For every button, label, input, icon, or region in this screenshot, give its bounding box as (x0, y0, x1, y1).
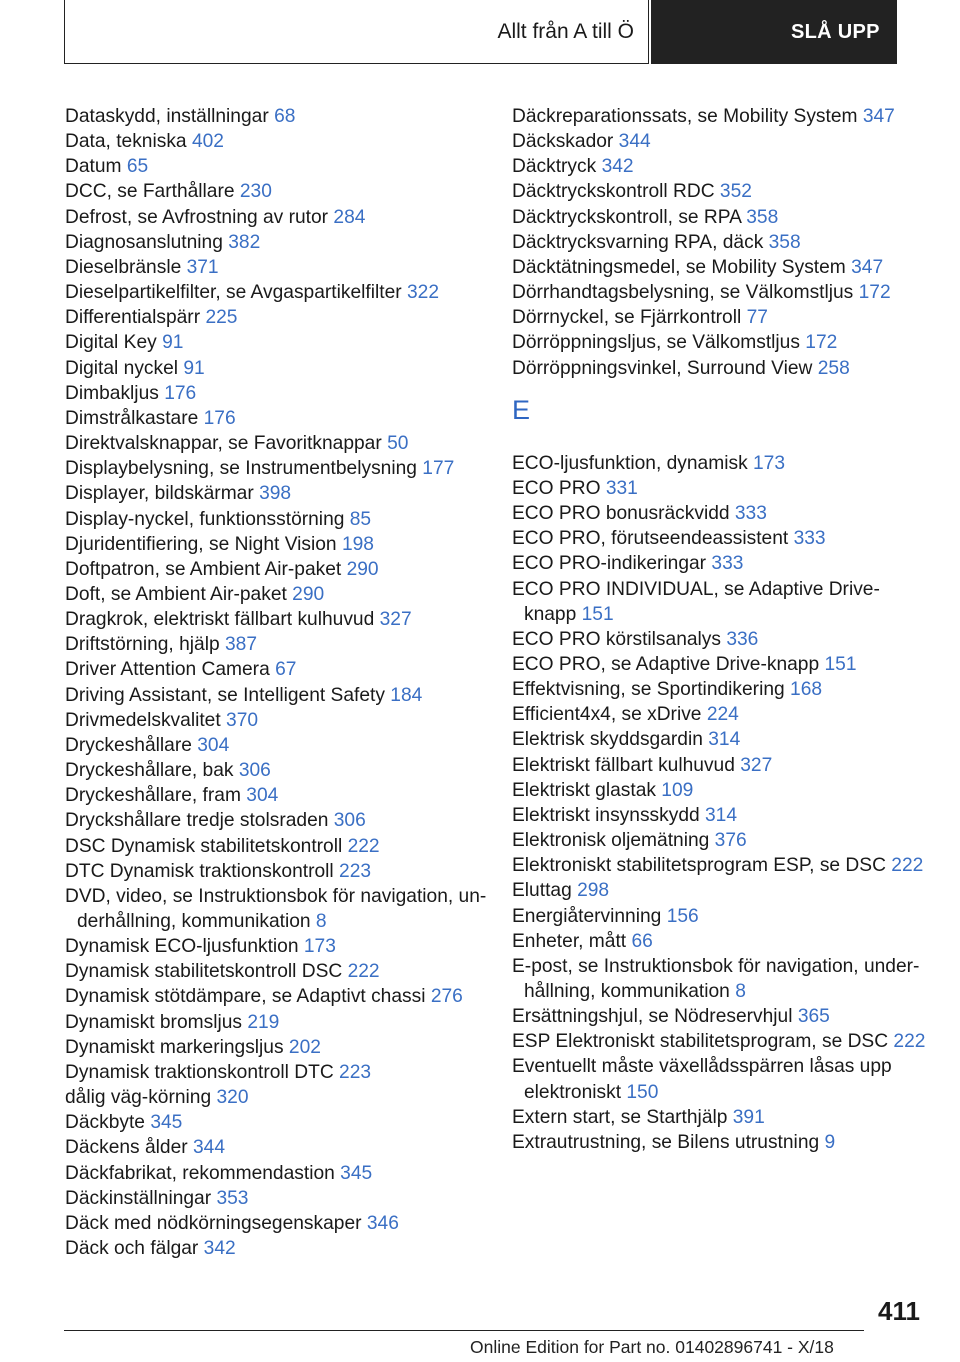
index-entry (65, 1186, 490, 1211)
entry-page-link[interactable]: 91 (183, 357, 205, 379)
entry-text: DSC Dynamisk stabilitetskontroll (65, 835, 343, 857)
entry-text: Dynamisk traktionskontroll DTC (65, 1061, 334, 1083)
entry-text: ESP Elektroniskt stabilitetsprogram, se DSC (512, 1031, 889, 1053)
entry-text: Dryckshållare tredje stolsraden (65, 810, 329, 832)
index-entry (65, 305, 490, 330)
index-entry (512, 451, 932, 476)
index-entry (512, 929, 932, 954)
entry-text: Däcktrycksvarning RPA, däck (512, 231, 764, 253)
section-e-entries (512, 451, 932, 1155)
index-entry (65, 230, 490, 255)
search-tab[interactable] (651, 0, 897, 64)
index-entry (65, 708, 490, 733)
index-entry (512, 526, 932, 551)
entry-text: DVD, video, se Instruktionsbok för navigation, underhållning, kommunikation (65, 885, 487, 932)
entry-text: Elektriskt fällbart kulhuvud (512, 754, 735, 776)
index-entry (512, 853, 932, 878)
entry-page-link[interactable]: 398 (259, 483, 292, 505)
index-entry (512, 727, 932, 752)
index-entry (65, 431, 490, 456)
index-entry (512, 476, 932, 501)
index-entry (65, 733, 490, 758)
entry-text: ECO PRO INDIVIDUAL, se Adaptive Drive-knapp (512, 578, 880, 625)
footer-edition: Online Edition for Part no. 01402896741 - X/18 (470, 1337, 834, 1357)
entry-page-link[interactable]: 290 (346, 558, 379, 580)
entry-text: Driving Assistant, se Intelligent Safety (65, 684, 385, 706)
entry-text: Digital nyckel (65, 357, 179, 379)
entry-text: Displaybelysning, se Instrumentbelysning (65, 458, 417, 480)
index-entry (65, 1135, 490, 1160)
index-entry (512, 828, 932, 853)
index-entry (512, 179, 932, 204)
index-entry (65, 1060, 490, 1085)
index-entry (65, 104, 490, 129)
entry-page-link[interactable]: 177 (422, 458, 455, 480)
entry-page-link[interactable]: 9 (824, 1131, 836, 1153)
index-entry (65, 959, 490, 984)
index-entry (65, 557, 490, 582)
entry-page-link[interactable]: 50 (387, 433, 409, 455)
entry-page-link[interactable]: 353 (216, 1187, 249, 1209)
index-entry (65, 330, 490, 355)
entry-page-link[interactable]: 258 (817, 357, 850, 379)
entry-page-link[interactable]: 172 (858, 282, 891, 304)
index-entry (512, 1130, 932, 1155)
entry-page-link[interactable]: 176 (203, 407, 236, 429)
index-entry (512, 702, 932, 727)
entry-text: ECO PRO-indikeringar (512, 553, 707, 575)
entry-text: Dynamisk stabilitetskontroll DSC (65, 961, 343, 983)
index-entry (65, 356, 490, 381)
index-entry (65, 1110, 490, 1135)
index-entry (512, 205, 932, 230)
entry-page-link[interactable]: 150 (626, 1081, 659, 1103)
entry-text: Djuridentifiering, se Night Vision (65, 533, 337, 555)
entry-text: Effektvisning, se Sportindikering (512, 679, 785, 701)
entry-page-link[interactable]: 345 (150, 1112, 183, 1134)
index-tab[interactable] (64, 0, 649, 64)
index-entry (512, 652, 932, 677)
index-entry (65, 934, 490, 959)
entry-page-link[interactable]: 333 (793, 528, 826, 550)
entry-page-link[interactable]: 85 (349, 508, 372, 530)
entry-page-link[interactable]: 65 (126, 156, 149, 178)
index-entry (65, 758, 490, 783)
left-column (65, 104, 490, 1261)
entry-page-link[interactable]: 336 (726, 628, 759, 650)
index-tab-label: Allt från A till Ö (497, 19, 634, 43)
entry-text: Elektriskt glastak (512, 779, 656, 801)
section-letter-e: E (512, 394, 531, 425)
index-entry (65, 582, 490, 607)
entry-text: Efficient4x4, se xDrive (512, 704, 702, 726)
index-entry (65, 632, 490, 657)
entry-text: Eluttag (512, 880, 572, 902)
section-d-entries (512, 104, 932, 381)
index-entry (512, 753, 932, 778)
entry-page-link[interactable]: 344 (193, 1137, 226, 1159)
entry-page-link[interactable]: 347 (862, 106, 895, 127)
entry-page-link[interactable]: 290 (292, 583, 325, 605)
entry-page-link[interactable]: 387 (224, 634, 257, 656)
entry-text: Enheter, mått (512, 930, 627, 952)
entry-text: Däckreparationssats, se Mobility System (512, 106, 858, 127)
index-entry (65, 657, 490, 682)
entry-text: Däckinställningar (65, 1187, 212, 1209)
entry-page-link[interactable]: 284 (333, 206, 366, 228)
index-entry (65, 984, 490, 1009)
top-navigation (0, 0, 960, 66)
entry-page-link[interactable]: 176 (164, 382, 197, 404)
entry-text: Dataskydd, inställningar (65, 106, 269, 127)
index-entry (65, 607, 490, 632)
entry-text: Dryckeshållare (65, 734, 192, 756)
entry-page-link[interactable]: 345 (340, 1162, 373, 1184)
entry-text: Energiåtervinning (512, 905, 662, 927)
entry-text: dålig väg-körning (65, 1087, 212, 1109)
entry-page-link[interactable]: 304 (197, 734, 230, 756)
page-number: 411 (878, 1296, 920, 1326)
index-entry (65, 406, 490, 431)
entry-text: DTC Dynamisk traktionskontroll (65, 860, 334, 882)
entry-page-link[interactable]: 173 (753, 452, 786, 474)
entry-page-link[interactable]: 230 (239, 181, 272, 203)
entry-text: Extrautrustning, se Bilens utrustning (512, 1131, 820, 1153)
entry-page-link[interactable]: 223 (339, 1061, 372, 1083)
entry-page-link[interactable]: 327 (379, 609, 412, 631)
index-entry (65, 280, 490, 305)
entry-page-link[interactable]: 358 (768, 231, 801, 253)
entry-page-link[interactable]: 333 (734, 503, 767, 525)
entry-text: Däckskador (512, 131, 614, 153)
index-entry (512, 330, 932, 355)
entry-text: ECO PRO, förutseendeassistent (512, 528, 789, 550)
entry-text: Dynamisk ECO-ljusfunktion (65, 936, 299, 958)
entry-text: Däck och fälgar (65, 1238, 199, 1260)
entry-text: Differentialspärr (65, 307, 201, 329)
entry-page-link[interactable]: 109 (661, 779, 694, 801)
index-entry (512, 577, 932, 627)
entry-page-link[interactable]: 306 (333, 810, 366, 832)
entry-text: DCC, se Farthållare (65, 181, 235, 203)
entry-page-link[interactable]: 222 (893, 1031, 926, 1053)
index-entry (65, 154, 490, 179)
index-entry (512, 1029, 932, 1054)
index-entry (65, 859, 490, 884)
index-entry (65, 129, 490, 154)
entry-page-link[interactable]: 342 (203, 1238, 236, 1260)
entry-page-link[interactable]: 314 (708, 729, 741, 751)
entry-text: Elektroniskt stabilitetsprogram ESP, se DSC (512, 855, 886, 877)
entry-page-link[interactable]: 8 (315, 911, 327, 932)
index-entry (512, 778, 932, 803)
entry-page-link[interactable]: 304 (246, 785, 279, 807)
entry-text: Dynamiskt markeringsljus (65, 1036, 284, 1058)
entry-text: Däckens ålder (65, 1137, 188, 1159)
entry-page-link[interactable]: 314 (705, 804, 738, 826)
entry-page-link[interactable]: 68 (274, 106, 296, 127)
entry-page-link[interactable]: 306 (238, 760, 271, 782)
entry-page-link[interactable]: 320 (216, 1087, 249, 1109)
entry-text: ECO PRO (512, 477, 601, 499)
entry-page-link[interactable]: 198 (341, 533, 374, 555)
entry-page-link[interactable]: 352 (719, 181, 752, 203)
entry-text: Data, tekniska (65, 131, 187, 153)
entry-page-link[interactable]: 173 (303, 936, 336, 958)
entry-text: Driver Attention Camera (65, 659, 270, 681)
index-entry (512, 551, 932, 576)
index-entry (65, 783, 490, 808)
index-entry (512, 154, 932, 179)
entry-page-link[interactable]: 223 (339, 860, 372, 882)
entry-text: Dryckeshållare, fram (65, 785, 241, 807)
entry-page-link[interactable]: 225 (205, 307, 238, 329)
entry-page-link[interactable]: 222 (347, 961, 380, 983)
entry-text: Dieselbränsle (65, 256, 182, 278)
index-entry (65, 1236, 490, 1261)
entry-text: E-post, se Instruktionsbok för navigation, underhållning, kommunikation (512, 955, 920, 1002)
entry-text: Doftpatron, se Ambient Air-paket (65, 558, 342, 580)
entry-text: Dörröppningsljus, se Välkomstljus (512, 332, 800, 354)
index-entry (65, 1035, 490, 1060)
entry-page-link[interactable]: 151 (581, 603, 614, 625)
entry-text: ECO PRO, se Adaptive Drive-knapp (512, 653, 820, 675)
entry-page-link[interactable]: 168 (790, 679, 823, 701)
index-entry (65, 1085, 490, 1110)
index-entry (512, 904, 932, 929)
right-column (512, 104, 932, 1155)
entry-page-link[interactable]: 322 (407, 282, 440, 304)
entry-text: Elektriskt insynsskydd (512, 804, 700, 826)
entry-text: Dörrhandtagsbelysning, se Välkomstljus (512, 282, 854, 304)
search-tab-label: SLÅ UPP (791, 20, 880, 43)
entry-text: ECO PRO körstilsanalys (512, 628, 721, 650)
index-entry (512, 501, 932, 526)
index-entry (65, 179, 490, 204)
index-entry (512, 803, 932, 828)
entry-text: ECO-ljusfunktion, dynamisk (512, 452, 748, 474)
entry-page-link[interactable]: 347 (851, 256, 884, 278)
index-entry (512, 1054, 932, 1104)
entry-text: Display-nyckel, funktionsstörning (65, 508, 345, 530)
entry-page-link[interactable]: 67 (275, 659, 297, 681)
entry-text: Doft, se Ambient Air-paket (65, 583, 287, 605)
entry-text: Däcktryck (512, 156, 597, 178)
entry-page-link[interactable]: 331 (605, 477, 638, 499)
entry-page-link[interactable]: 91 (162, 332, 184, 354)
entry-page-link[interactable]: 365 (797, 1006, 830, 1028)
entry-text: Däckfabrikat, rekommendastion (65, 1162, 335, 1184)
entry-text: Elektrisk skyddsgardin (512, 729, 703, 751)
index-entry (65, 381, 490, 406)
index-entry (65, 808, 490, 833)
index-entry (512, 129, 932, 154)
entry-text: Dragkrok, elektriskt fällbart kulhuvud (65, 609, 375, 631)
entry-page-link[interactable]: 391 (732, 1106, 765, 1128)
index-entry (512, 627, 932, 652)
index-entry (65, 1010, 490, 1035)
entry-text: Elektronisk oljemätning (512, 830, 710, 852)
entry-text: Dieselpartikelfilter, se Avgaspartikelfilter (65, 282, 402, 304)
entry-page-link[interactable]: 172 (805, 332, 838, 354)
entry-text: Dynamisk stötdämpare, se Adaptivt chassi (65, 986, 426, 1008)
entry-text: Däcktätningsmedel, se Mobility System (512, 256, 846, 278)
index-entry (512, 280, 932, 305)
entry-page-link[interactable]: 346 (366, 1212, 399, 1234)
index-entry (65, 884, 490, 934)
entry-page-link[interactable]: 276 (430, 986, 463, 1008)
entry-text: Direktvalsknappar, se Favoritknappar (65, 433, 382, 455)
entry-page-link[interactable]: 184 (390, 684, 423, 706)
entry-page-link[interactable]: 344 (618, 131, 651, 153)
index-entry (512, 230, 932, 255)
entry-page-link[interactable]: 202 (288, 1036, 321, 1058)
entry-page-link[interactable]: 402 (191, 131, 224, 153)
entry-page-link[interactable]: 371 (186, 256, 219, 278)
entry-text: Dimstrålkastare (65, 407, 199, 429)
entry-page-link[interactable]: 77 (746, 307, 768, 329)
entry-text: Ersättningshjul, se Nödreservhjul (512, 1006, 793, 1028)
index-entry (65, 532, 490, 557)
index-entry (65, 1211, 490, 1236)
entry-text: Defrost, se Avfrostning av rutor (65, 206, 329, 228)
index-entry (65, 481, 490, 506)
index-entry (65, 507, 490, 532)
footer-divider (64, 1330, 864, 1331)
entry-text: Däcktryckskontroll, se RPA (512, 206, 741, 228)
entry-text: Dimbakljus (65, 382, 159, 404)
index-entry (512, 954, 932, 1004)
entry-text: Drivmedelskvalitet (65, 709, 221, 731)
index-entry (65, 683, 490, 708)
index-entry (65, 834, 490, 859)
index-entry (512, 104, 932, 129)
entry-text: Eventuellt måste växellådsspärren låsas upp elektroniskt (512, 1056, 892, 1103)
entry-page-link[interactable]: 376 (714, 830, 747, 852)
entry-page-link[interactable]: 298 (577, 880, 610, 902)
index-entry (65, 456, 490, 481)
entry-text: Datum (65, 156, 122, 178)
index-entry (512, 255, 932, 280)
entry-page-link[interactable]: 151 (824, 653, 857, 675)
entry-page-link[interactable]: 327 (740, 754, 773, 776)
index-entry (512, 305, 932, 330)
entry-text: ECO PRO bonusräckvidd (512, 503, 730, 525)
index-entry (512, 356, 932, 381)
entry-page-link[interactable]: 370 (226, 709, 259, 731)
index-entry (65, 1161, 490, 1186)
entry-text: Dynamiskt bromsljus (65, 1011, 242, 1033)
entry-text: Digital Key (65, 332, 157, 354)
entry-text: Extern start, se Starthjälp (512, 1106, 728, 1128)
entry-text: Driftstörning, hjälp (65, 634, 220, 656)
index-entry (512, 1004, 932, 1029)
entry-page-link[interactable]: 358 (746, 206, 779, 228)
entry-page-link[interactable]: 222 (347, 835, 380, 857)
entry-page-link[interactable]: 342 (601, 156, 634, 178)
index-entry (65, 255, 490, 280)
entry-text: Dryckeshållare, bak (65, 760, 234, 782)
entry-page-link[interactable]: 156 (666, 905, 699, 927)
entry-page-link[interactable]: 222 (891, 855, 924, 877)
entry-page-link[interactable]: 224 (706, 704, 739, 726)
entry-page-link[interactable]: 382 (228, 231, 261, 253)
entry-page-link[interactable]: 66 (631, 930, 653, 952)
entry-page-link[interactable]: 8 (735, 981, 746, 1002)
entry-text: Däckbyte (65, 1112, 145, 1134)
entry-text: Diagnosanslutning (65, 231, 223, 253)
index-entry (512, 878, 932, 903)
index-entry (512, 1105, 932, 1130)
entry-page-link[interactable]: 219 (247, 1011, 280, 1033)
entry-text: Dörrnyckel, se Fjärrkontroll (512, 307, 742, 329)
entry-page-link[interactable]: 333 (711, 553, 744, 575)
entry-text: Dörröppningsvinkel, Surround View (512, 357, 813, 379)
index-entry (65, 205, 490, 230)
entry-text: Däcktryckskontroll RDC (512, 181, 715, 203)
index-entry (512, 677, 932, 702)
entry-text: Displayer, bildskärmar (65, 483, 254, 505)
entry-text: Däck med nödkörningsegenskaper (65, 1212, 362, 1234)
